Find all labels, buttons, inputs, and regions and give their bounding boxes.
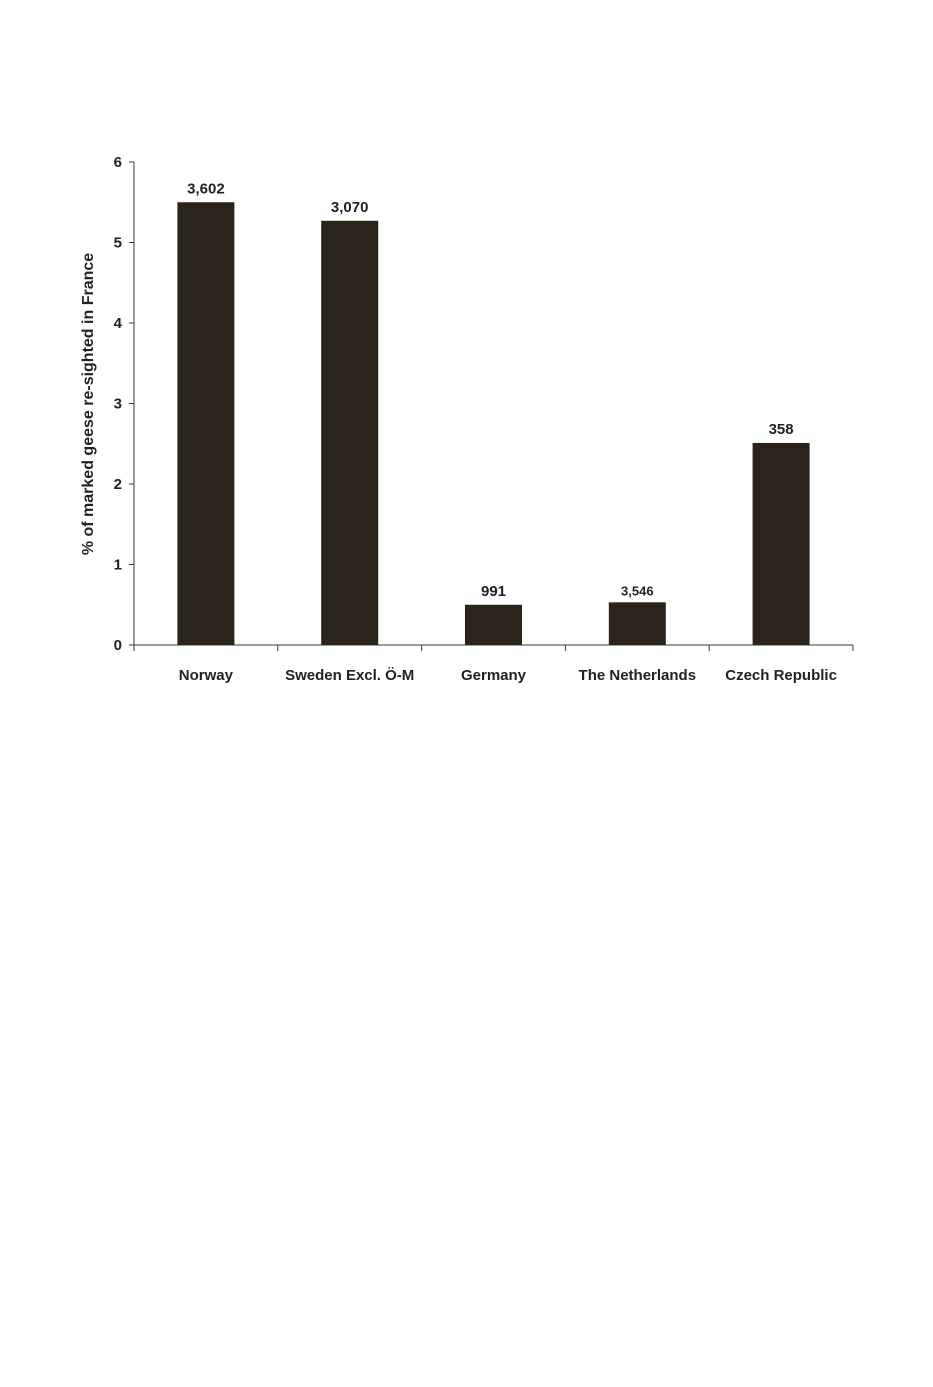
y-axis-title: % of marked geese re-sighted in France	[80, 252, 97, 556]
y-tick-label: 4	[113, 315, 122, 332]
bar-data-label: 358	[768, 420, 794, 438]
data-labels	[187, 180, 793, 600]
y-tick-label: 1	[113, 556, 122, 574]
y-tick-label: 5	[113, 234, 122, 252]
bar	[465, 605, 522, 645]
bar	[321, 221, 378, 645]
bar	[753, 443, 810, 645]
axes	[134, 162, 853, 651]
y-tick-label: 2	[113, 476, 122, 493]
bar	[609, 602, 666, 645]
x-category-label: The Netherlands	[578, 667, 697, 684]
x-category-label: Germany	[460, 667, 527, 684]
y-tick-label: 6	[113, 154, 122, 171]
y-tick-label: 3	[113, 395, 122, 413]
bars	[177, 202, 809, 645]
y-axis-ticks	[114, 154, 134, 654]
bar-data-label: 991	[480, 582, 507, 600]
y-axis-title-group	[80, 253, 97, 555]
y-tick-label: 0	[113, 637, 122, 654]
x-axis-categories	[179, 667, 837, 684]
x-category-label: Sweden Excl. Ö-M	[285, 667, 415, 684]
x-category-label: Norway	[178, 667, 233, 684]
bar-data-label: 3,602	[187, 180, 225, 198]
x-category-label: Czech Republic	[725, 667, 837, 684]
bar-data-label: 3,070	[330, 198, 369, 216]
bar-data-label: 3,546	[621, 583, 654, 599]
bar	[177, 202, 234, 645]
